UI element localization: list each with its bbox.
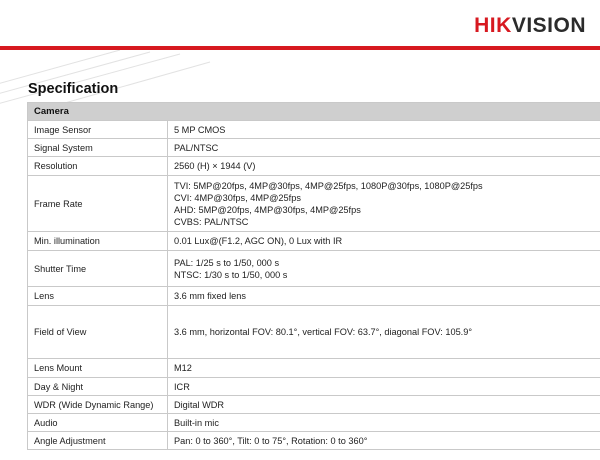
spec-row bbox=[28, 306, 600, 359]
spec-value bbox=[168, 287, 600, 306]
spec-value-line: 0.01 Lux@(F1.2, AGC ON), 0 Lux with IR bbox=[174, 236, 343, 246]
spec-row bbox=[28, 414, 600, 432]
spec-label: Shutter Time bbox=[28, 251, 168, 287]
spec-label: Frame Rate bbox=[28, 176, 168, 232]
spec-value-line: AHD: 5MP@20fps, 4MP@30fps, 4MP@25fps bbox=[174, 204, 361, 215]
section-header-row bbox=[28, 103, 600, 121]
spec-label: WDR (Wide Dynamic Range) bbox=[28, 396, 168, 414]
spec-value-line: Digital WDR bbox=[174, 399, 225, 410]
spec-value bbox=[168, 232, 600, 251]
spec-value-line: NTSC: 1/30 s to 1/50, 000 s bbox=[174, 269, 288, 280]
spec-row bbox=[28, 251, 600, 287]
spec-label: Signal System bbox=[28, 139, 168, 157]
spec-value bbox=[168, 139, 600, 157]
spec-label: Lens bbox=[28, 287, 168, 306]
spec-label: Field of View bbox=[28, 306, 168, 359]
specification-table bbox=[27, 102, 600, 450]
spec-value-line: Pan: 0 to 360°, Tilt: 0 to 75°, Rotation: 0 to 360° bbox=[174, 435, 368, 446]
spec-value-line: ICR bbox=[174, 381, 190, 392]
spec-row bbox=[28, 121, 600, 139]
spec-value-line: 5 MP CMOS bbox=[174, 124, 226, 135]
spec-value-line: M12 bbox=[174, 363, 192, 373]
spec-value-line: Built-in mic bbox=[174, 417, 219, 428]
spec-row bbox=[28, 378, 600, 396]
spec-value-line: 3.6 mm fixed lens bbox=[174, 291, 246, 301]
spec-value-line: CVI: 4MP@30fps, 4MP@25fps bbox=[174, 192, 301, 203]
spec-value-line: TVI: 5MP@20fps, 4MP@30fps, 4MP@25fps, 1080P@30fps, 1080P@25fps bbox=[174, 180, 483, 191]
spec-value-line: 3.6 mm, horizontal FOV: 80.1°, vertical FOV: 63.7°, diagonal FOV: 105.9° bbox=[174, 327, 473, 337]
spec-label: Audio bbox=[28, 414, 168, 432]
section-header-camera: Camera bbox=[28, 103, 600, 121]
logo-part-vision: VISION bbox=[511, 14, 586, 37]
spec-label: Day & Night bbox=[28, 378, 168, 396]
spec-label: Image Sensor bbox=[28, 121, 168, 139]
spec-value bbox=[168, 157, 600, 176]
spec-label: Min. illumination bbox=[28, 232, 168, 251]
spec-row bbox=[28, 232, 600, 251]
spec-row bbox=[28, 287, 600, 306]
spec-value-line: CVBS: PAL/NTSC bbox=[174, 216, 249, 227]
spec-value bbox=[168, 359, 600, 378]
spec-row bbox=[28, 432, 600, 450]
hikvision-logo bbox=[474, 14, 586, 38]
spec-row bbox=[28, 359, 600, 378]
spec-value-line: 2560 (H) × 1944 (V) bbox=[174, 161, 256, 171]
spec-value-line: PAL/NTSC bbox=[174, 142, 219, 153]
spec-row bbox=[28, 157, 600, 176]
spec-value bbox=[168, 414, 600, 432]
spec-label: Lens Mount bbox=[28, 359, 168, 378]
spec-value bbox=[168, 432, 600, 450]
spec-row bbox=[28, 139, 600, 157]
spec-label: Angle Adjustment bbox=[28, 432, 168, 450]
spec-label: Resolution bbox=[28, 157, 168, 176]
spec-value bbox=[168, 251, 600, 287]
spec-value bbox=[168, 176, 600, 232]
logo-part-hik: HIK bbox=[474, 14, 512, 37]
page-title: Specification bbox=[28, 81, 119, 97]
spec-value bbox=[168, 378, 600, 396]
spec-value bbox=[168, 121, 600, 139]
spec-row bbox=[28, 176, 600, 232]
spec-row bbox=[28, 396, 600, 414]
spec-value-line: PAL: 1/25 s to 1/50, 000 s bbox=[174, 257, 280, 268]
decorative-diagonal-lines bbox=[0, 50, 600, 110]
spec-value bbox=[168, 306, 600, 359]
spec-value bbox=[168, 396, 600, 414]
